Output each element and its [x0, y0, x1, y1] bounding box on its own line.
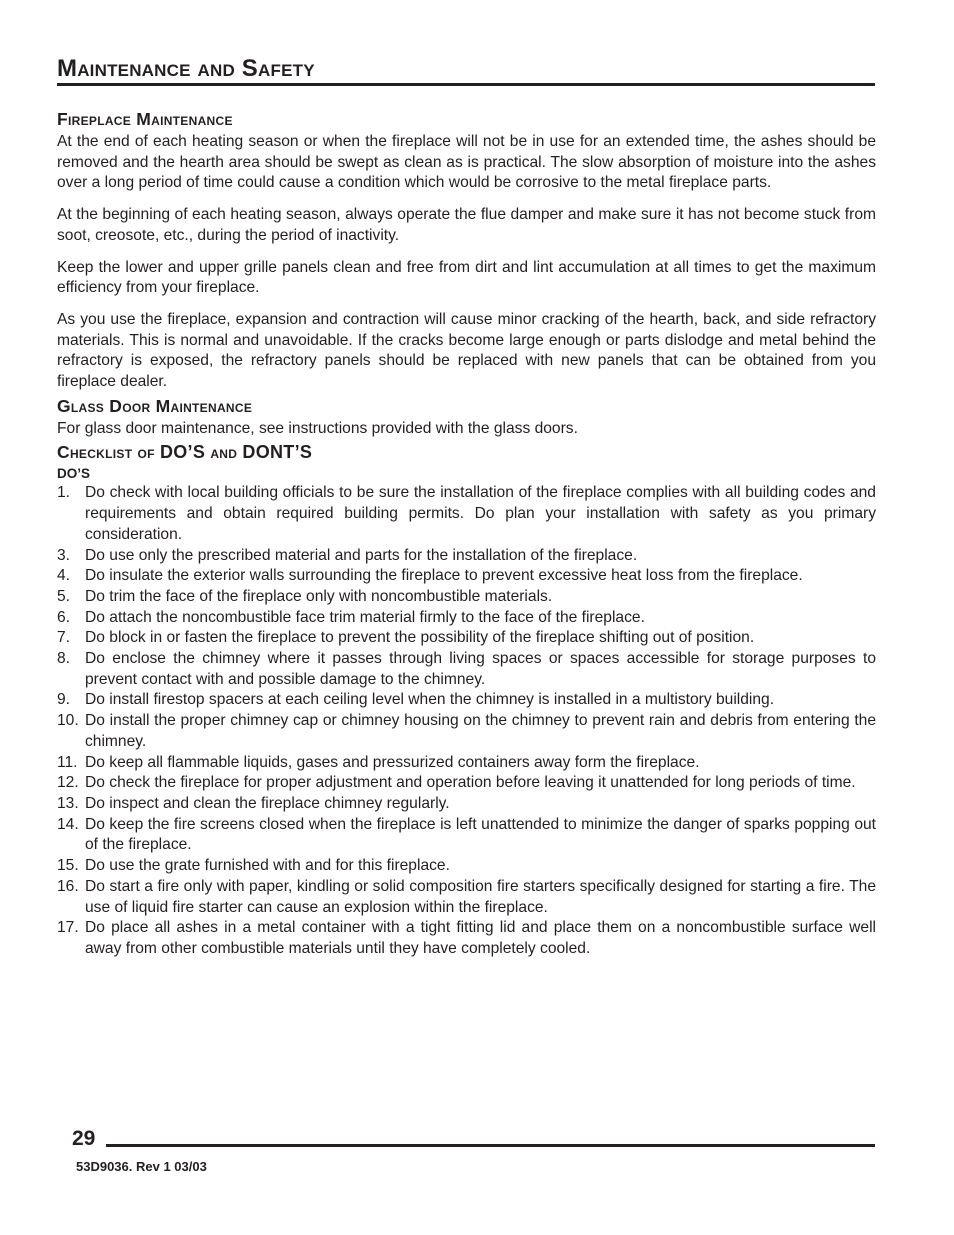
checklist-item-number: 1.: [57, 484, 71, 502]
footer-rule: [106, 1144, 875, 1147]
glass-door-section: [57, 393, 876, 440]
checklist-item: [57, 608, 876, 629]
checklist-item-text: Do use only the prescribed material and parts for the installation of the fireplace.: [85, 546, 638, 564]
dos-subheading: DO’S: [57, 466, 91, 482]
checklist-item-number: 6.: [57, 608, 71, 626]
checklist-item-text: Do insulate the exterior walls surrounding the fireplace to prevent excessive heat loss from the fireplace.: [85, 567, 803, 585]
fireplace-maintenance-paragraph: Keep the lower and upper grille panels clean and free from dirt and lint accumulation at all times to get the maximum efficiency from your fireplace.: [57, 258, 876, 297]
checklist-item-number: 9.: [57, 691, 71, 709]
checklist-item-number: 7.: [57, 629, 71, 647]
checklist-item: [57, 483, 876, 545]
checklist-heading: [57, 439, 876, 465]
page-content: [57, 106, 876, 960]
checklist-item-text: Do enclose the chimney where it passes through living spaces or spaces accessible for storage purposes to prevent contact with and possible damage to the chimney.: [85, 650, 876, 688]
checklist-item: [57, 546, 876, 567]
checklist-heading-donts: DONT’S: [242, 442, 313, 463]
checklist-item-text: Do trim the face of the fireplace only with noncombustible materials.: [85, 587, 553, 605]
checklist-item-number: 13.: [57, 794, 79, 812]
checklist-heading-dos: DO’S: [159, 442, 206, 463]
checklist-item-text: Do use the grate furnished with and for this fireplace.: [85, 857, 450, 875]
checklist-item: [57, 794, 876, 815]
checklist-item-text: Do keep all flammable liquids, gases and pressurized containers away form the fireplace.: [85, 753, 700, 771]
checklist-item: [57, 918, 876, 959]
checklist-item-number: 11.: [57, 753, 78, 771]
checklist-item: [57, 587, 876, 608]
fireplace-maintenance-section: [57, 106, 876, 393]
checklist-item-text: Do start a fire only with paper, kindling or solid composition fire starters specifically designed for starting a fire. The use of liquid fire starter can cause an explosion within the fireplace.: [85, 877, 876, 916]
checklist-item-number: 15.: [57, 857, 79, 875]
checklist-item-text: Do keep the fire screens closed when the fireplace is left unattended to minimize the danger of sparks popping out of the fireplace.: [85, 815, 876, 854]
checklist-item-number: 14.: [57, 815, 79, 833]
checklist-item-number: 3.: [57, 546, 71, 564]
fireplace-maintenance-heading: Fireplace Maintenance: [57, 109, 233, 129]
fireplace-maintenance-paragraph: At the end of each heating season or when the fireplace will not be in use for an extended time, the ashes should be removed and the hearth area should be swept as clean as is practical. The slow absorption of moisture into the ashes over a long period of time could cause a condition which would be corrosive to the metal fireplace parts.: [57, 133, 876, 192]
checklist-item: [57, 649, 876, 690]
checklist-item: [57, 753, 876, 774]
checklist-item: [57, 628, 876, 649]
fireplace-maintenance-paragraph: As you use the fireplace, expansion and contraction will cause minor cracking of the hearth, back, and side refractory materials. This is normal and unavoidable. If the cracks become large enough or parts dislodge and metal behind the refractory is exposed, the refractory panels should be replaced with new panels that can be obtained from you fireplace dealer.: [57, 310, 876, 391]
checklist-item-number: 5.: [57, 587, 71, 605]
checklist-heading-prefix: Checklist of: [57, 442, 160, 463]
checklist-item-number: 10.: [57, 712, 79, 730]
glass-door-text: For glass door maintenance, see instructions provided with the glass doors.: [57, 419, 578, 437]
checklist-item-number: 12.: [57, 774, 79, 792]
glass-door-heading: Glass Door Maintenance: [57, 395, 253, 416]
checklist-item: [57, 856, 876, 877]
checklist-item-text: Do install the proper chimney cap or chimney housing on the chimney to prevent rain and debris from entering the chimney.: [85, 712, 876, 750]
checklist-item: [57, 877, 876, 918]
dos-list: [57, 483, 876, 959]
checklist-item-text: Do place all ashes in a metal container with a tight fitting lid and place them on a noncombustible surface well away from other combustible materials until they have completely cooled.: [85, 919, 876, 957]
fireplace-maintenance-paragraph: At the beginning of each heating season, always operate the flue damper and make sure it has not become stuck from soot, creosote, etc., during the period of inactivity.: [57, 206, 876, 244]
checklist-item: [57, 773, 876, 794]
checklist-item-text: Do block in or fasten the fireplace to prevent the possibility of the fireplace shifting out of position.: [85, 629, 755, 647]
document-code: 53D9036. Rev 1 03/03: [76, 1159, 207, 1174]
checklist-item: [57, 690, 876, 711]
checklist-item-text: Do inspect and clean the fireplace chimney regularly.: [85, 794, 450, 812]
checklist-item: [57, 815, 876, 856]
checklist-item-number: 8.: [57, 650, 71, 668]
checklist-heading-and: and: [205, 442, 243, 463]
checklist-item-number: 17.: [57, 919, 79, 937]
title-rule: [57, 83, 875, 86]
checklist-item: [57, 711, 876, 752]
checklist-item-number: 16.: [57, 877, 79, 895]
checklist-item-text: Do check the fireplace for proper adjustment and operation before leaving it unattended for long periods of time.: [85, 774, 856, 792]
checklist-item-text: Do check with local building officials to be sure the installation of the fireplace complies with all building codes and requirements and obtain required building permits. Do plan your installation with safety as you primary consideration.: [85, 484, 876, 543]
checklist-item-text: Do install firestop spacers at each ceiling level when the chimney is installed in a multistory building.: [85, 691, 775, 709]
checklist-item: [57, 566, 876, 587]
checklist-item-text: Do attach the noncombustible face trim material firmly to the face of the fireplace.: [85, 608, 645, 626]
checklist-item-number: 4.: [57, 567, 71, 585]
checklist-section: [57, 439, 876, 959]
page-title: Maintenance and Safety: [57, 55, 315, 82]
page-number: 29: [72, 1127, 96, 1150]
